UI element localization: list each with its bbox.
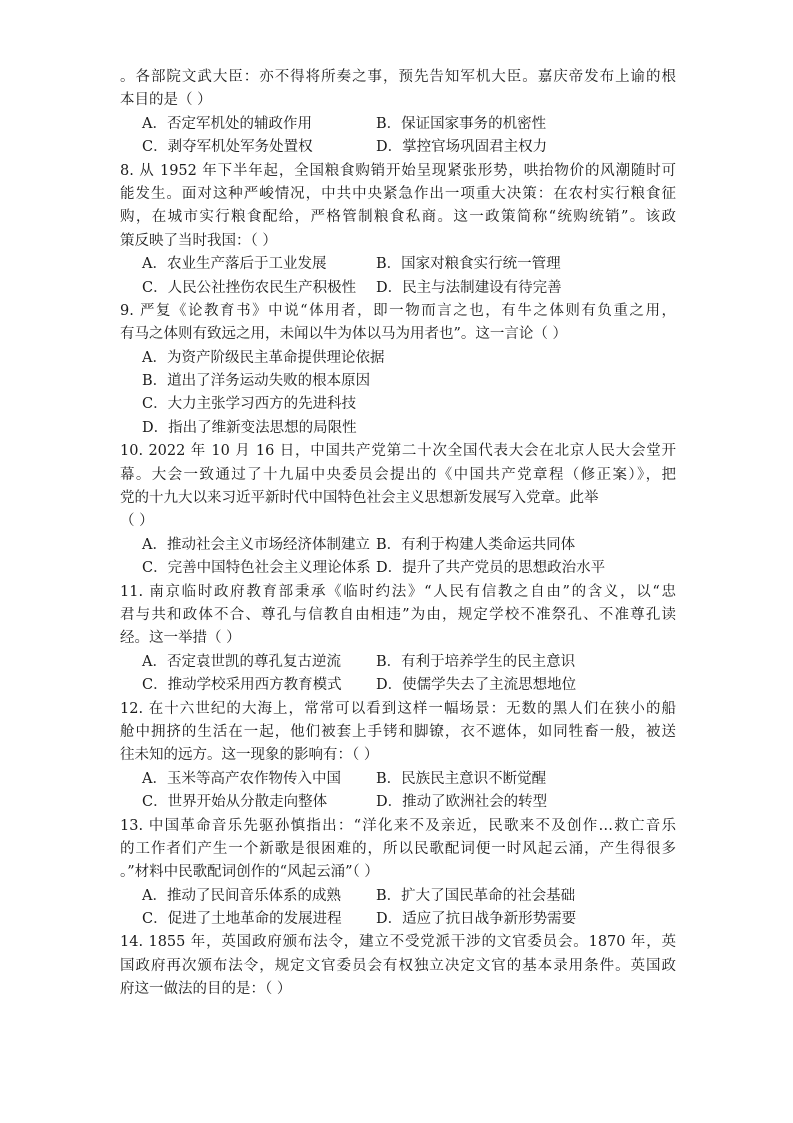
option-c: C．剥夺军机处军务处置权 [142,139,313,156]
question-text-line: 有马之体则有致远之用，未闻以牛为体以马为用者也”。这一言论（ ） [120,326,568,343]
option-a: A．推动社会主义市场经济体制建立 [142,536,370,553]
question-text-line: 。”材料中民歌配词创作的“风起云涌”（ ） [120,864,379,881]
question-text-line: 舱中拥挤的生活在一起，他们被套上手铐和脚镣，衣不遮体，如同牲畜一般，被送 [120,723,676,740]
question-text-line: （ ） [120,513,154,530]
option-c: C．世界开始从分散走向整体 [142,794,328,811]
question-text-line: 14. 1855 年，英国政府颁布法令，建立不受党派干涉的文官委员会。1870 年，英 [120,934,676,951]
option-d: D．民主与法制建设有待完善 [376,279,562,296]
question-9 [120,300,676,440]
option-b: B．道出了洋务运动失败的根本原因 [142,373,371,390]
question-text-line: 12. 在十六世纪的大海上，常常可以看到这样一幅场景：无数的黑人们在狭小的船 [120,700,676,717]
option-d: D．提升了共产党员的思想政治水平 [376,560,606,577]
option-a: A．为资产阶级民主革命提供理论依据 [142,349,385,366]
question-14 [120,931,676,1001]
question-list [120,66,676,1002]
question-text-line: 本目的是（ ） [120,92,212,109]
option-a: A．农业生产落后于工业发展 [142,256,327,273]
option-row [120,253,676,276]
question-text-line: 能发生。面对这种严峻情况，中共中央紧急作出一项重大决策：在农村实行粮食征 [120,185,676,202]
option-c: C．完善中国特色社会主义理论体系 [142,560,371,577]
question-text-line: 购，在城市实行粮食配给，严格管制粮食私商。这一政策简称“统购统销”。该政 [120,209,676,226]
option-row [120,768,676,791]
option-row [120,113,676,136]
question-text-line: 君与共和政体不合、尊孔与信教自由相违”为由，规定学校不准祭孔、不准尊孔读 [120,606,676,623]
question-text-line: 国政府再次颁布法令，规定文官委员会有权独立决定文官的基本录用条件。英国政 [120,957,676,974]
option-a: A．否定袁世凯的尊孔复古逆流 [142,653,341,670]
option-row [120,791,676,814]
question-text-line: 11. 南京临时政府教育部秉承《临时约法》“人民有信教之自由”的含义，以“忠 [120,583,676,600]
option-row [120,885,676,908]
question-text-line: 党的十九大以来习近平新时代中国特色社会主义思想新发展写入党章。此举 [120,490,599,507]
option-d: D．指出了维新变法思想的局限性 [142,419,357,436]
option-row [120,674,676,697]
question-11 [120,581,676,698]
option-row [120,557,676,580]
option-row [120,534,676,557]
option-b: B．有利于培养学生的民主意识 [376,653,576,670]
option-b: B．国家对粮食实行统一管理 [376,256,561,273]
option-d: D．推动了欧洲社会的转型 [376,794,548,811]
option-c: C．大力主张学习西方的先进科技 [142,396,357,413]
question-text-line: 。各部院文武大臣：亦不得将所奏之事，预先告知军机大臣。嘉庆帝发布上谕的根 [120,69,676,85]
question-text-line: 往未知的远方。这一现象的影响有：（ ） [120,747,379,764]
question-text-line: 幕。大会一致通过了十九届中央委员会提出的《中国共产党章程（修正案）》，把 [120,466,676,483]
option-row [120,277,676,300]
option-b: B．保证国家事务的机密性 [376,115,547,132]
option-d: D．使儒学失去了主流思想地位 [376,677,577,694]
question-10 [120,440,676,580]
option-c: C．促进了土地革命的发展进程 [142,911,342,928]
question-text-line: 9. 严复《论教育书》中说“体用者，即一物而言之也，有牛之体则有负重之用， [120,302,676,319]
option-a: A．推动了民间音乐体系的成熟 [142,887,341,904]
option-b: B．扩大了国民革命的社会基础 [376,887,576,904]
question-text-line: 10. 2022 年 10 月 16 日，中国共产党第二十次全国代表大会在北京人民大会堂开 [120,443,676,460]
question-text-line: 的工作者们产生一个新歌是很困难的，所以民歌配词便一时风起云涌，产生得很多 [120,840,676,857]
option-row [120,651,676,674]
question-7-continuation [120,66,676,160]
question-text-line: 经。这一举措（ ） [120,630,241,647]
option-row [120,136,676,159]
option-row [120,908,676,931]
option-b: B．有利于构建人类命运共同体 [376,536,576,553]
question-text-line: 府这一做法的目的是：（ ） [120,981,292,998]
question-text-line: 8. 从 1952 年下半年起，全国粮食购销开始呈现紧张形势，哄抬物价的风潮随时可 [120,162,676,179]
option-a: A．玉米等高产农作物传入中国 [142,770,341,787]
question-text-line: 13. 中国革命音乐先驱孙慎指出：“洋化来不及亲近，民歌来不及创作…救亡音乐 [120,817,676,834]
question-13 [120,815,676,932]
option-b: B．民族民主意识不断觉醒 [376,770,547,787]
question-8 [120,160,676,300]
option-d: D．掌控官场巩固君主权力 [376,139,548,156]
option-a: A．否定军机处的辅政作用 [142,115,312,132]
question-12 [120,698,676,815]
question-text-line: 策反映了当时我国：（ ） [120,232,277,249]
option-d: D．适应了抗日战争新形势需要 [376,911,577,928]
option-c: C．人民公社挫伤农民生产积极性 [142,279,357,296]
option-c: C．推动学校采用西方教育模式 [142,677,342,694]
